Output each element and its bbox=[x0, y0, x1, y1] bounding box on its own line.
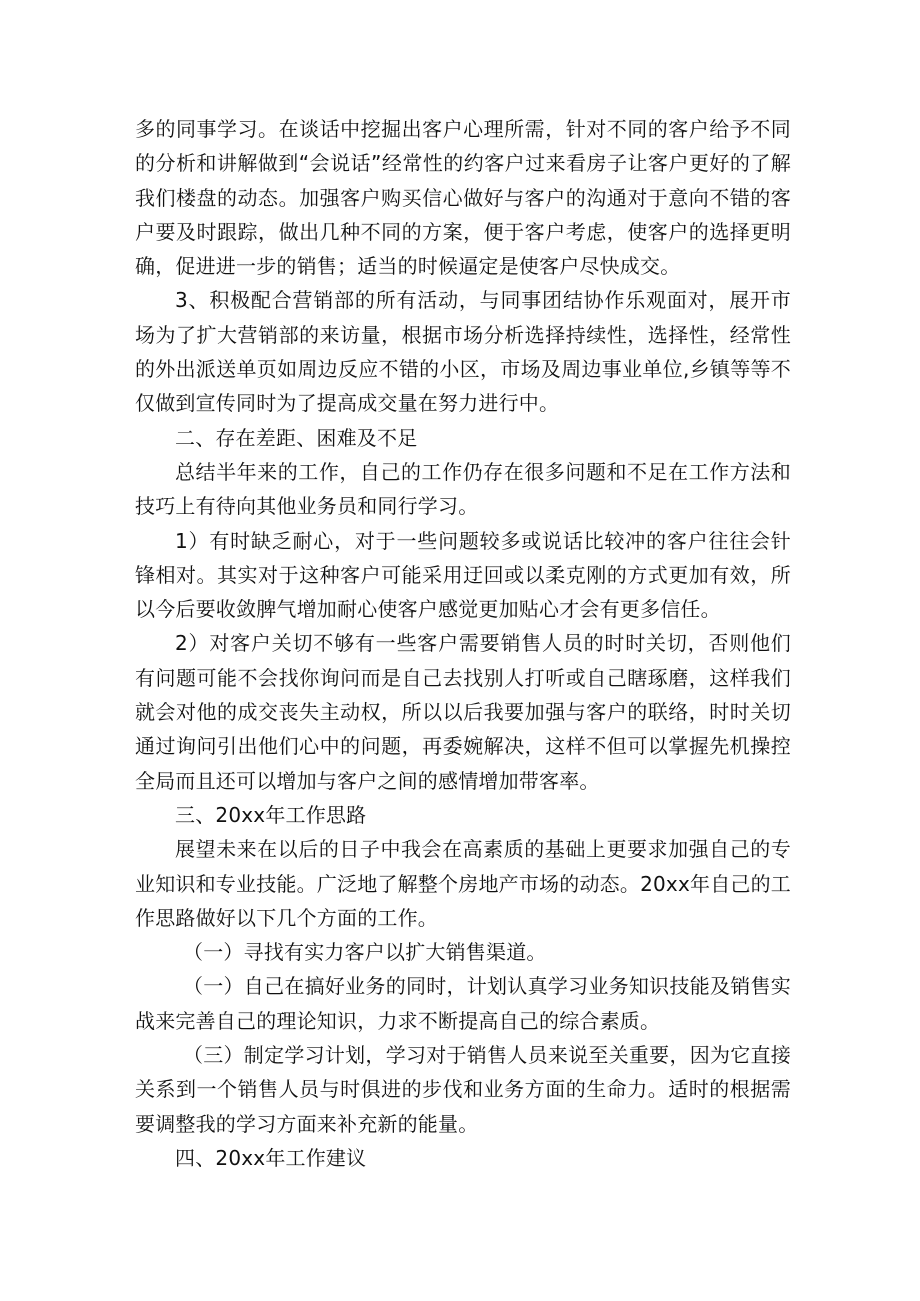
heading-gaps-difficulties: 二、存在差距、困难及不足 bbox=[175, 425, 418, 450]
paragraph-client-care: 2）对客户关切不够有一些客户需要销售人员的时时关切，否则他们有问题可能不会找你询问而是自己去找别人打听或自己瞎琢磨，这样我们就会对他的成交丧失主动权，所以以后我要加强与客户的联络，时时关切通过询问引出他们心中的问题，再委婉解决，这样不但可以掌握先机操控全局而且还可以增加与客户之间的感情增加带客率。 bbox=[135, 631, 791, 793]
paragraph-plan-item-3: （三）制定学习计划，学习对于销售人员来说至关重要，因为它直接关系到一个销售人员与时俱进的步伐和业务方面的生命力。适时的根据需要调整我的学习方面来补充新的能量。 bbox=[135, 1043, 791, 1136]
document-page bbox=[135, 112, 791, 1175]
heading-work-plan: 三、20xx年工作思路 bbox=[175, 802, 367, 827]
paragraph-lack-of-patience: 1）有时缺乏耐心，对于一些问题较多或说话比较冲的客户往往会针锋相对。其实对于这种客户可能采用迂回或以柔克刚的方式更加有效，所以今后要收敛脾气增加耐心使客户感觉更加贴心才会有更多信任。 bbox=[135, 528, 791, 622]
paragraph-plan-item-1: （一）寻找有实力客户以扩大销售渠道。 bbox=[183, 940, 547, 965]
heading-work-suggestions: 四、20xx年工作建议 bbox=[175, 1145, 367, 1170]
paragraph-marketing-activities: 3、积极配合营销部的所有活动，与同事团结协作乐观面对，展开市场为了扩大营销部的来访量，根据市场分析选择持续性，选择性，经常性的外出派送单页如周边反应不错的小区，市场及周边事业单位,乡镇等等不仅做到宣传同时为了提高成交量在努力进行中。 bbox=[135, 288, 791, 416]
paragraph-plan-item-2: （一）自己在搞好业务的同时，计划认真学习业务知识技能及销售实战来完善自己的理论知识，力求不断提高自己的综合素质。 bbox=[135, 974, 791, 1033]
paragraph-client-communication: 多的同事学习。在谈话中挖掘出客户心理所需，针对不同的客户给予不同的分析和讲解做到“会说话”经常性的约客户过来看房子让客户更好的了解我们楼盘的动态。加强客户购买信心做好与客户的沟通对于意向不错的客户要及时跟踪，做出几种不同的方案，便于客户考虑，使客户的选择更明确，促进进一步的销售；适当的时候逼定是使客户尽快成交。 bbox=[135, 117, 791, 279]
paragraph-future-outlook: 展望未来在以后的日子中我会在高素质的基础上更要求加强自己的专业知识和专业技能。广泛地了解整个房地产市场的动态。20xx年自己的工作思路做好以下几个方面的工作。 bbox=[135, 837, 791, 930]
paragraph-half-year-summary: 总结半年来的工作，自己的工作仍存在很多问题和不足在工作方法和技巧上有待向其他业务员和同行学习。 bbox=[135, 459, 791, 519]
